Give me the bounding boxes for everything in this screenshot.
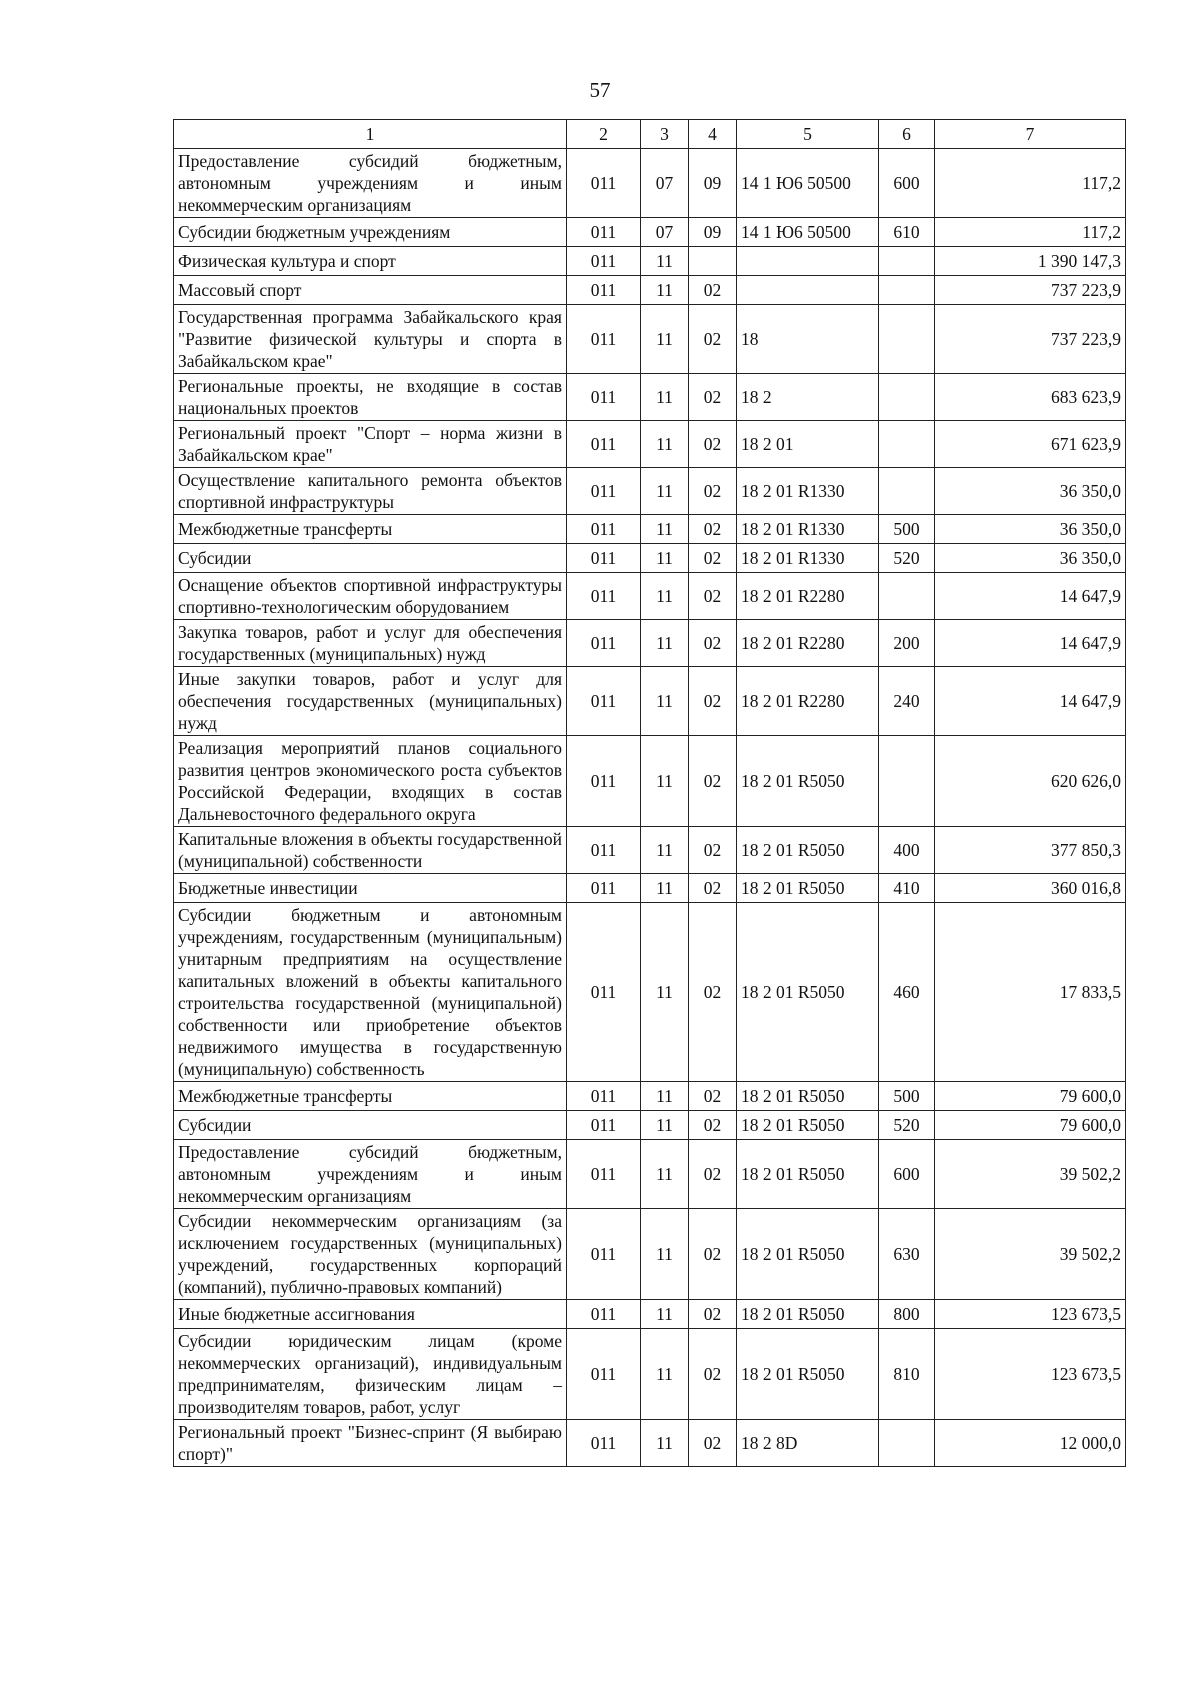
subsection-code-cell: 02	[689, 421, 737, 468]
expense-type-cell: 520	[879, 1111, 935, 1140]
subsection-code-cell: 02	[689, 1140, 737, 1209]
section-code-cell: 11	[641, 421, 689, 468]
expense-type-cell	[879, 468, 935, 515]
target-article-cell: 18 2 01 R5050	[737, 1329, 879, 1420]
expense-type-cell	[879, 247, 935, 276]
table-row	[174, 247, 1126, 276]
expense-type-cell	[879, 573, 935, 620]
expense-type-cell: 520	[879, 544, 935, 573]
amount-cell: 620 626,0	[935, 736, 1126, 827]
amount-cell: 79 600,0	[935, 1082, 1126, 1111]
target-article-cell: 18 2 01 R5050	[737, 827, 879, 874]
amount-cell: 12 000,0	[935, 1420, 1126, 1467]
row-name-cell: Субсидии некоммерческим организациям (за исключением государственных (муниципальных) учреждений, государственных корпораций (компаний), публично-правовых компаний)	[174, 1209, 567, 1300]
section-code-cell: 11	[641, 276, 689, 305]
amount-cell: 123 673,5	[935, 1300, 1126, 1329]
section-code-cell: 11	[641, 667, 689, 736]
expense-type-cell: 240	[879, 667, 935, 736]
row-name-cell: Предоставление субсидий бюджетным, автономным учреждениям и иным некоммерческим организациям	[174, 149, 567, 218]
subsection-code-cell: 02	[689, 573, 737, 620]
subsection-code-cell: 02	[689, 515, 737, 544]
ministry-code-cell: 011	[567, 903, 641, 1082]
subsection-code-cell: 02	[689, 620, 737, 667]
ministry-code-cell: 011	[567, 247, 641, 276]
expense-type-cell: 460	[879, 903, 935, 1082]
amount-cell: 117,2	[935, 149, 1126, 218]
amount-cell: 737 223,9	[935, 305, 1126, 374]
target-article-cell: 18 2 01 R2280	[737, 620, 879, 667]
section-code-cell: 11	[641, 515, 689, 544]
section-code-cell: 11	[641, 1140, 689, 1209]
table-body	[174, 149, 1126, 1467]
table-row	[174, 421, 1126, 468]
table-row	[174, 903, 1126, 1082]
amount-cell: 36 350,0	[935, 515, 1126, 544]
subsection-code-cell: 09	[689, 218, 737, 247]
amount-cell: 737 223,9	[935, 276, 1126, 305]
expense-type-cell	[879, 276, 935, 305]
amount-cell: 17 833,5	[935, 903, 1126, 1082]
row-name-cell: Субсидии юридическим лицам (кроме некоммерческих организаций), индивидуальным предпринимателям, физическим лицам – производителям товаров, работ, услуг	[174, 1329, 567, 1420]
table-row	[174, 1111, 1126, 1140]
page-number: 57	[589, 78, 611, 102]
table-header-row	[174, 120, 1126, 149]
target-article-cell: 18 2 01 R5050	[737, 1300, 879, 1329]
table-row	[174, 276, 1126, 305]
expense-type-cell: 800	[879, 1300, 935, 1329]
expense-type-cell: 630	[879, 1209, 935, 1300]
table-row	[174, 1420, 1126, 1467]
table-row	[174, 374, 1126, 421]
amount-cell: 39 502,2	[935, 1140, 1126, 1209]
table-row	[174, 1300, 1126, 1329]
target-article-cell: 18 2 01 R5050	[737, 903, 879, 1082]
target-article-cell: 18 2 01 R5050	[737, 1209, 879, 1300]
target-article-cell: 18 2 01 R2280	[737, 667, 879, 736]
table-row	[174, 667, 1126, 736]
subsection-code-cell: 02	[689, 1111, 737, 1140]
target-article-cell: 18 2 01 R1330	[737, 515, 879, 544]
ministry-code-cell: 011	[567, 305, 641, 374]
amount-cell: 117,2	[935, 218, 1126, 247]
ministry-code-cell: 011	[567, 736, 641, 827]
subsection-code-cell	[689, 247, 737, 276]
row-name-cell: Оснащение объектов спортивной инфраструктуры спортивно-технологическим оборудованием	[174, 573, 567, 620]
section-code-cell: 11	[641, 903, 689, 1082]
amount-cell: 671 623,9	[935, 421, 1126, 468]
target-article-cell: 18 2	[737, 374, 879, 421]
ministry-code-cell: 011	[567, 1082, 641, 1111]
expense-type-cell	[879, 374, 935, 421]
subsection-code-cell: 02	[689, 305, 737, 374]
row-name-cell: Региональный проект "Бизнес-спринт (Я выбираю спорт)"	[174, 1420, 567, 1467]
amount-cell: 36 350,0	[935, 544, 1126, 573]
target-article-cell: 18 2 01 R5050	[737, 874, 879, 903]
ministry-code-cell: 011	[567, 515, 641, 544]
expense-type-cell: 410	[879, 874, 935, 903]
table-row	[174, 827, 1126, 874]
table-row	[174, 305, 1126, 374]
target-article-cell: 18 2 01 R1330	[737, 544, 879, 573]
column-header: 5	[737, 120, 879, 149]
row-name-cell: Закупка товаров, работ и услуг для обеспечения государственных (муниципальных) нужд	[174, 620, 567, 667]
subsection-code-cell: 02	[689, 1329, 737, 1420]
ministry-code-cell: 011	[567, 1329, 641, 1420]
amount-cell: 39 502,2	[935, 1209, 1126, 1300]
ministry-code-cell: 011	[567, 827, 641, 874]
subsection-code-cell: 02	[689, 903, 737, 1082]
amount-cell: 360 016,8	[935, 874, 1126, 903]
table-row	[174, 874, 1126, 903]
column-header: 1	[174, 120, 567, 149]
section-code-cell: 07	[641, 149, 689, 218]
table-row	[174, 1082, 1126, 1111]
target-article-cell: 18	[737, 305, 879, 374]
row-name-cell: Субсидии бюджетным учреждениям	[174, 218, 567, 247]
amount-cell: 377 850,3	[935, 827, 1126, 874]
subsection-code-cell: 02	[689, 544, 737, 573]
section-code-cell: 11	[641, 1329, 689, 1420]
subsection-code-cell: 02	[689, 1082, 737, 1111]
table-row	[174, 1209, 1126, 1300]
subsection-code-cell: 02	[689, 1209, 737, 1300]
target-article-cell: 18 2 01 R5050	[737, 1111, 879, 1140]
target-article-cell: 18 2 01 R2280	[737, 573, 879, 620]
target-article-cell	[737, 247, 879, 276]
expense-type-cell: 400	[879, 827, 935, 874]
row-name-cell: Массовый спорт	[174, 276, 567, 305]
expense-type-cell	[879, 736, 935, 827]
table-row	[174, 149, 1126, 218]
row-name-cell: Межбюджетные трансферты	[174, 1082, 567, 1111]
target-article-cell: 18 2 01 R5050	[737, 1082, 879, 1111]
subsection-code-cell: 02	[689, 874, 737, 903]
section-code-cell: 11	[641, 1111, 689, 1140]
target-article-cell: 18 2 01	[737, 421, 879, 468]
table-row	[174, 544, 1126, 573]
ministry-code-cell: 011	[567, 1420, 641, 1467]
row-name-cell: Бюджетные инвестиции	[174, 874, 567, 903]
row-name-cell: Региональные проекты, не входящие в состав национальных проектов	[174, 374, 567, 421]
amount-cell: 79 600,0	[935, 1111, 1126, 1140]
subsection-code-cell: 02	[689, 736, 737, 827]
expense-type-cell: 600	[879, 149, 935, 218]
section-code-cell: 11	[641, 874, 689, 903]
section-code-cell: 11	[641, 736, 689, 827]
amount-cell: 14 647,9	[935, 573, 1126, 620]
table-row	[174, 468, 1126, 515]
expense-type-cell	[879, 421, 935, 468]
amount-cell: 123 673,5	[935, 1329, 1126, 1420]
table-row	[174, 1140, 1126, 1209]
subsection-code-cell: 02	[689, 827, 737, 874]
expense-type-cell: 500	[879, 515, 935, 544]
column-header: 7	[935, 120, 1126, 149]
subsection-code-cell: 02	[689, 276, 737, 305]
ministry-code-cell: 011	[567, 1300, 641, 1329]
expense-type-cell	[879, 1420, 935, 1467]
amount-cell: 683 623,9	[935, 374, 1126, 421]
column-header: 6	[879, 120, 935, 149]
ministry-code-cell: 011	[567, 276, 641, 305]
expense-type-cell: 610	[879, 218, 935, 247]
ministry-code-cell: 011	[567, 374, 641, 421]
expense-type-cell: 200	[879, 620, 935, 667]
ministry-code-cell: 011	[567, 1111, 641, 1140]
ministry-code-cell: 011	[567, 149, 641, 218]
row-name-cell: Капитальные вложения в объекты государственной (муниципальной) собственности	[174, 827, 567, 874]
section-code-cell: 11	[641, 1082, 689, 1111]
amount-cell: 14 647,9	[935, 667, 1126, 736]
table-row	[174, 218, 1126, 247]
section-code-cell: 11	[641, 305, 689, 374]
expense-type-cell: 600	[879, 1140, 935, 1209]
section-code-cell: 11	[641, 374, 689, 421]
section-code-cell: 11	[641, 620, 689, 667]
ministry-code-cell: 011	[567, 620, 641, 667]
section-code-cell: 11	[641, 544, 689, 573]
expense-type-cell: 810	[879, 1329, 935, 1420]
subsection-code-cell: 02	[689, 468, 737, 515]
target-article-cell: 18 2 01 R5050	[737, 736, 879, 827]
subsection-code-cell: 02	[689, 667, 737, 736]
target-article-cell: 18 2 8D	[737, 1420, 879, 1467]
section-code-cell: 11	[641, 827, 689, 874]
target-article-cell: 14 1 Ю6 50500	[737, 218, 879, 247]
row-name-cell: Субсидии	[174, 1111, 567, 1140]
row-name-cell: Межбюджетные трансферты	[174, 515, 567, 544]
subsection-code-cell: 02	[689, 374, 737, 421]
target-article-cell: 14 1 Ю6 50500	[737, 149, 879, 218]
expense-type-cell	[879, 305, 935, 374]
subsection-code-cell: 09	[689, 149, 737, 218]
column-header: 3	[641, 120, 689, 149]
subsection-code-cell: 02	[689, 1420, 737, 1467]
target-article-cell: 18 2 01 R5050	[737, 1140, 879, 1209]
section-code-cell: 11	[641, 573, 689, 620]
section-code-cell: 11	[641, 247, 689, 276]
row-name-cell: Иные закупки товаров, работ и услуг для обеспечения государственных (муниципальных) нужд	[174, 667, 567, 736]
ministry-code-cell: 011	[567, 544, 641, 573]
section-code-cell: 11	[641, 468, 689, 515]
ministry-code-cell: 011	[567, 874, 641, 903]
row-name-cell: Реализация мероприятий планов социального развития центров экономического роста субъектов Российской Федерации, входящих в состав Дальневосточного федерального округа	[174, 736, 567, 827]
ministry-code-cell: 011	[567, 573, 641, 620]
column-header: 4	[689, 120, 737, 149]
section-code-cell: 07	[641, 218, 689, 247]
row-name-cell: Иные бюджетные ассигнования	[174, 1300, 567, 1329]
row-name-cell: Физическая культура и спорт	[174, 247, 567, 276]
ministry-code-cell: 011	[567, 421, 641, 468]
row-name-cell: Предоставление субсидий бюджетным, автономным учреждениям и иным некоммерческим организациям	[174, 1140, 567, 1209]
amount-cell: 14 647,9	[935, 620, 1126, 667]
amount-cell: 1 390 147,3	[935, 247, 1126, 276]
ministry-code-cell: 011	[567, 218, 641, 247]
row-name-cell: Региональный проект "Спорт – норма жизни в Забайкальском крае"	[174, 421, 567, 468]
expense-type-cell: 500	[879, 1082, 935, 1111]
row-name-cell: Государственная программа Забайкальского края "Развитие физической культуры и спорта в Забайкальском крае"	[174, 305, 567, 374]
table-row	[174, 1329, 1126, 1420]
table-row	[174, 620, 1126, 667]
section-code-cell: 11	[641, 1300, 689, 1329]
table-row	[174, 736, 1126, 827]
budget-table	[173, 119, 1126, 1467]
ministry-code-cell: 011	[567, 468, 641, 515]
ministry-code-cell: 011	[567, 667, 641, 736]
row-name-cell: Осуществление капитального ремонта объектов спортивной инфраструктуры	[174, 468, 567, 515]
row-name-cell: Субсидии бюджетным и автономным учреждениям, государственным (муниципальным) унитарным предприятиям на осуществление капитальных вложений в объекты капитального строительства государственной (муниципальной) собственности или приобретение объектов недвижимого имущества в государственную (муниципальную) собственность	[174, 903, 567, 1082]
subsection-code-cell: 02	[689, 1300, 737, 1329]
column-header: 2	[567, 120, 641, 149]
section-code-cell: 11	[641, 1420, 689, 1467]
table-row	[174, 515, 1126, 544]
ministry-code-cell: 011	[567, 1209, 641, 1300]
target-article-cell: 18 2 01 R1330	[737, 468, 879, 515]
ministry-code-cell: 011	[567, 1140, 641, 1209]
row-name-cell: Субсидии	[174, 544, 567, 573]
target-article-cell	[737, 276, 879, 305]
amount-cell: 36 350,0	[935, 468, 1126, 515]
table-row	[174, 573, 1126, 620]
section-code-cell: 11	[641, 1209, 689, 1300]
